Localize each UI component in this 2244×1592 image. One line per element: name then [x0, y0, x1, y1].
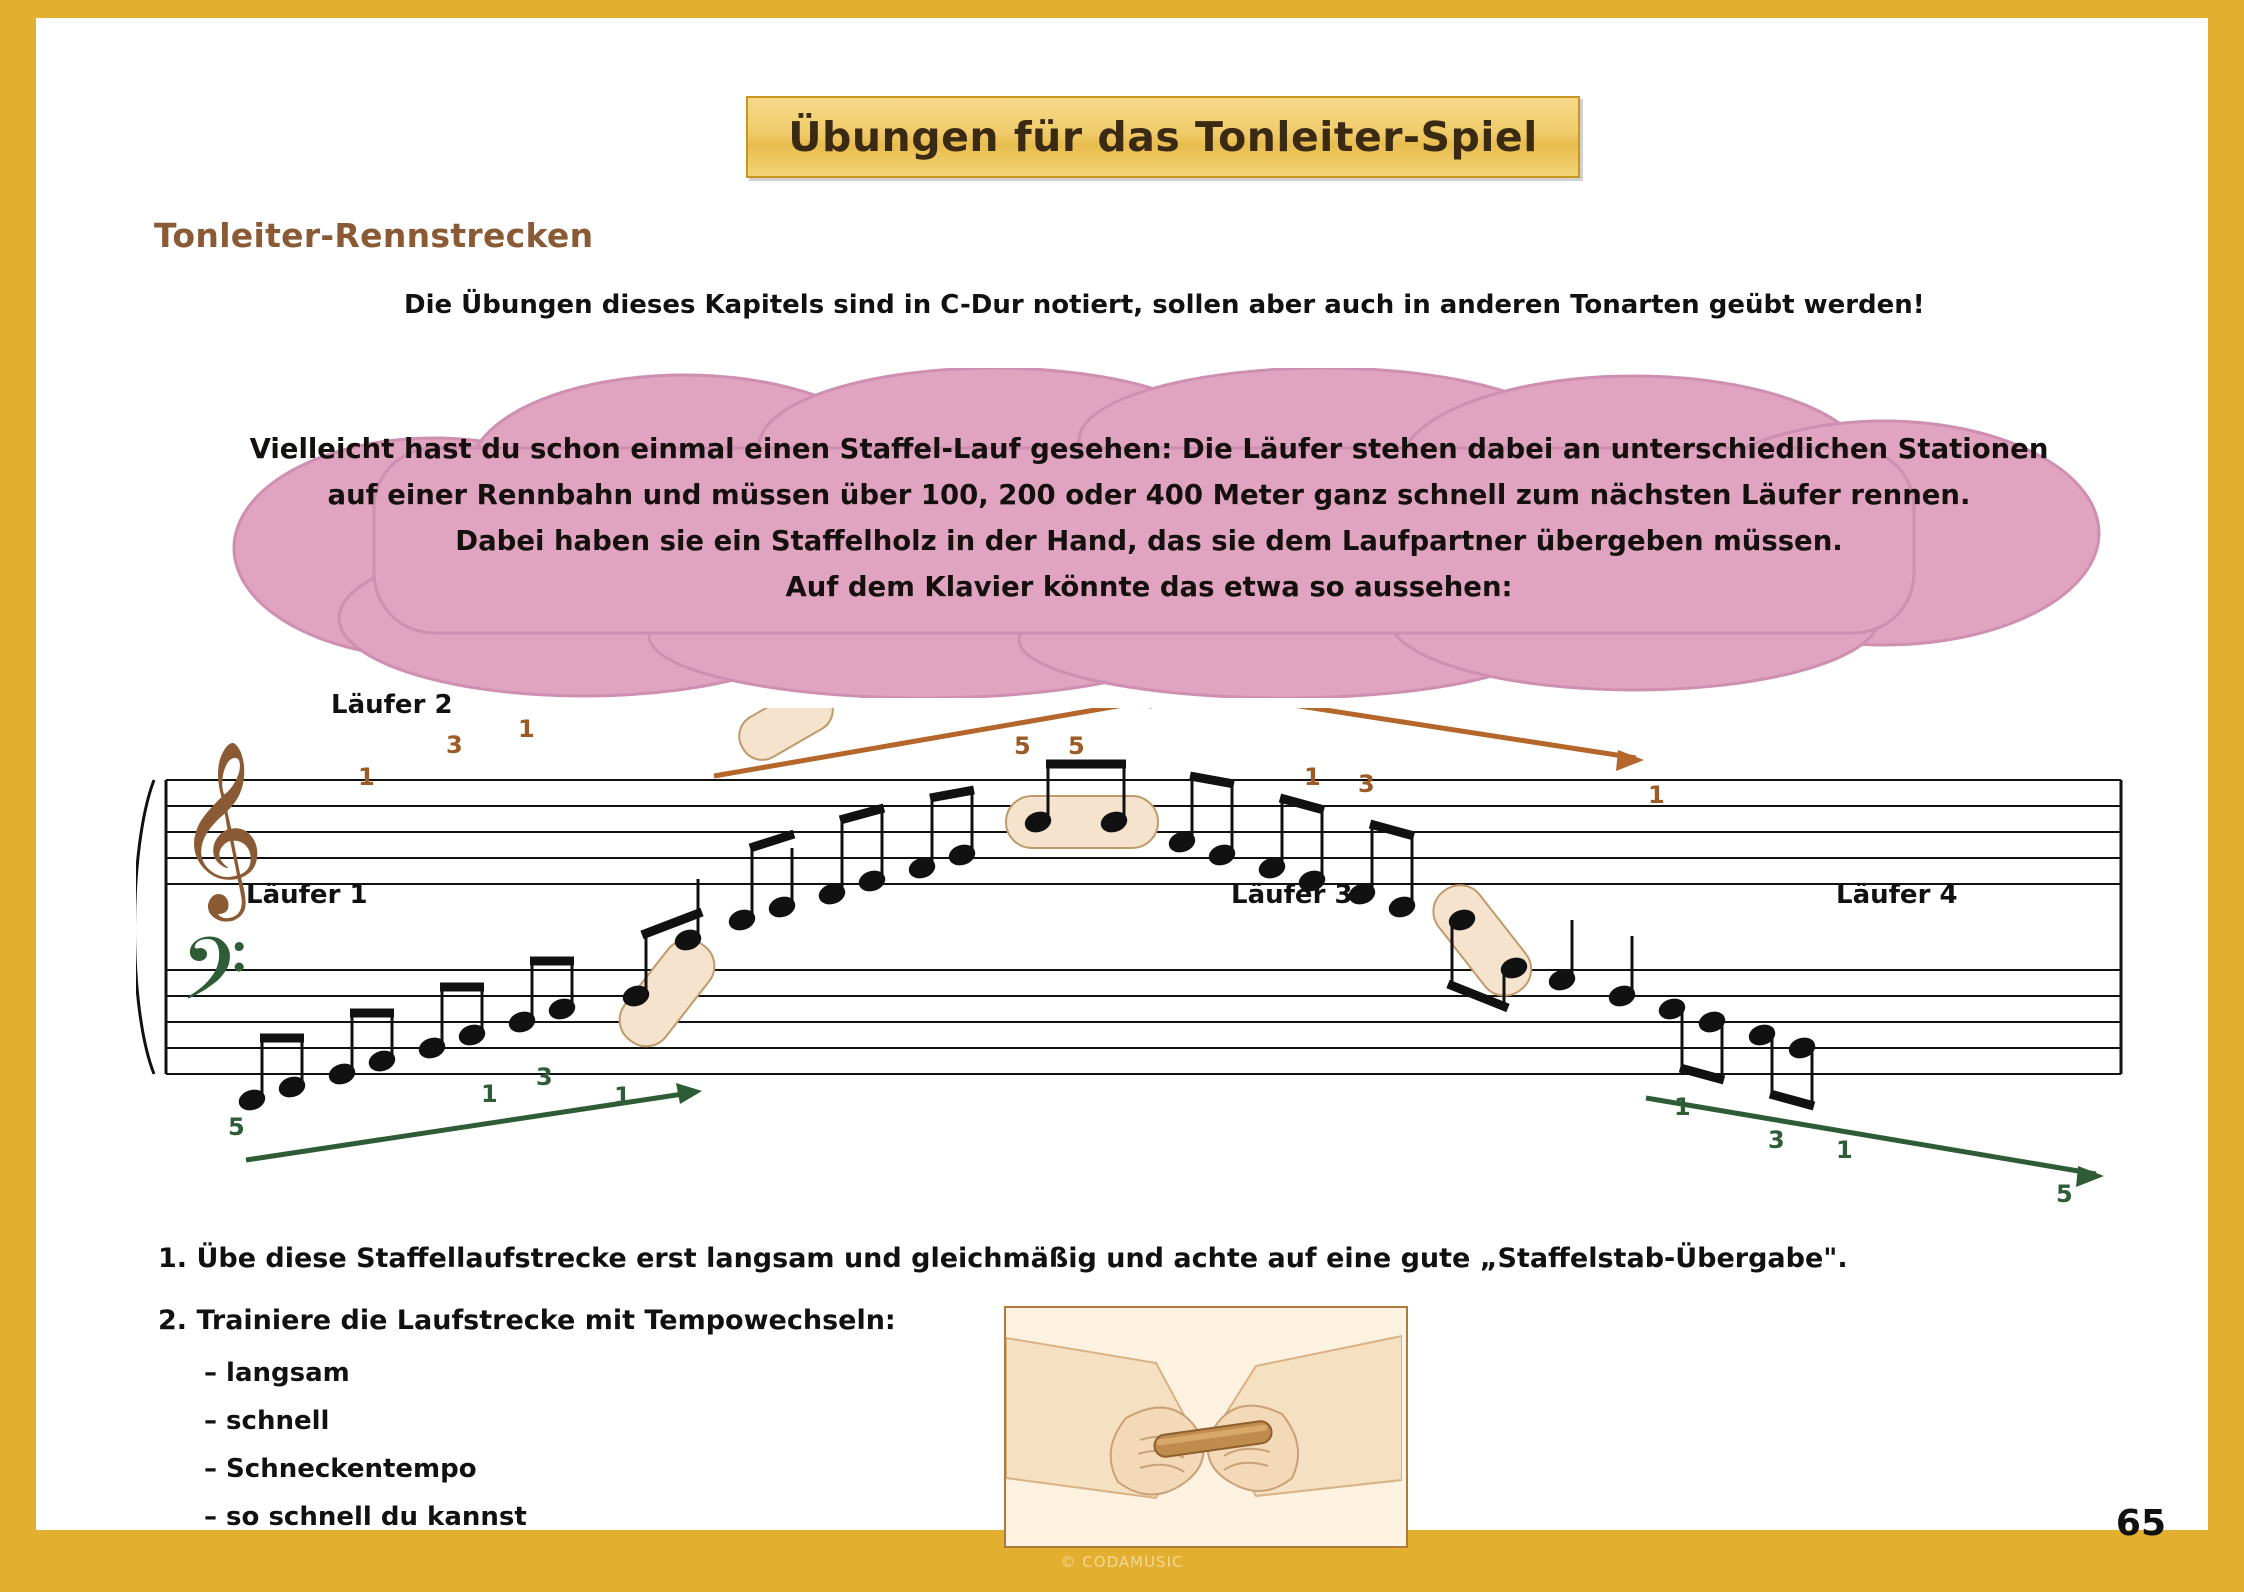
intro-text: Die Übungen dieses Kapitels sind in C-Dur notiert, sollen aber auch in anderen Tonarten geübt werden! — [404, 290, 1925, 320]
fingering-r4-2: 3 — [1768, 1126, 1785, 1154]
baton-handoff-illustration — [1006, 1308, 1402, 1542]
fingering-r3-2: 1 — [1304, 763, 1321, 791]
page-number: 65 — [2115, 1503, 2166, 1544]
arrow-runner-3 — [1196, 708, 1644, 771]
cloud-callout — [164, 368, 2134, 698]
fingering-r2-4: 5 — [1014, 732, 1031, 760]
runner-label-2: Läufer 2 — [331, 690, 453, 720]
arrow-runner-4 — [1646, 1098, 2104, 1187]
instruction-1: 1. Übe diese Staffellaufstrecke erst langsam und gleichmäßig und achte auf eine gute „Staffelstab-Übergabe". — [158, 1243, 1848, 1274]
instruction-2: 2. Trainiere die Laufstrecke mit Tempowechseln: — [158, 1305, 896, 1336]
page-title: Übungen für das Tonleiter-Spiel — [788, 113, 1538, 161]
tempo-bullet-3: – Schneckentempo — [204, 1454, 477, 1484]
svg-text:𝄢: 𝄢 — [180, 919, 248, 1041]
runner-label-4: Läufer 4 — [1836, 880, 1958, 910]
footer-credit: © CODAMUSIC — [1060, 1553, 1184, 1571]
tempo-bullet-1: – langsam — [204, 1358, 350, 1388]
cloud-line-4: Auf dem Klavier könnte das etwa so aussehen: — [785, 571, 1513, 603]
cloud-line-3: Dabei haben sie ein Staffelholz in der Hand, das sie dem Laufpartner übergeben müssen. — [455, 525, 1843, 557]
section-heading: Tonleiter-Rennstrecken — [154, 216, 594, 255]
fingering-r4-3: 1 — [1836, 1136, 1853, 1164]
fingering-r3-4: 1 — [1648, 781, 1665, 809]
cloud-text — [164, 426, 2134, 610]
music-notation — [136, 690, 2146, 1208]
tempo-bullet-4: – so schnell du kannst — [204, 1502, 527, 1532]
cloud-line-1: Vielleicht hast du schon einmal einen Staffel-Lauf gesehen: Die Läufer stehen dabei an unterschiedlichen Stationen — [249, 433, 2049, 465]
fingering-r3-3: 3 — [1358, 770, 1375, 798]
fingering-r1-1: 5 — [228, 1113, 245, 1141]
page-content — [36, 18, 2208, 1544]
fingering-r2-2: 3 — [446, 731, 463, 759]
grand-staff — [136, 708, 2146, 1208]
runner-label-3: Läufer 3 — [1231, 880, 1353, 910]
fingering-r1-4: 1 — [614, 1082, 631, 1110]
fingering-r4-4: 5 — [2056, 1180, 2073, 1208]
fingering-r2-1: 1 — [358, 763, 375, 791]
fingering-r1-3: 3 — [536, 1063, 553, 1091]
svg-text:𝄞: 𝄞 — [176, 740, 265, 914]
fingering-r4-1: 1 — [1674, 1093, 1691, 1121]
bass-clef-icon — [180, 919, 248, 1041]
tempo-bullet-2: – schnell — [204, 1406, 330, 1436]
page-title-banner — [746, 96, 1580, 178]
fingering-r1-2: 1 — [481, 1080, 498, 1108]
arrow-runner-1 — [246, 1083, 702, 1160]
fingering-r2-3: 1 — [518, 715, 535, 743]
fingering-r3-1: 5 — [1068, 732, 1085, 760]
runner-label-1: Läufer 1 — [246, 880, 368, 910]
baton-handoff-image — [1004, 1306, 1408, 1548]
cloud-line-2: auf einer Rennbahn und müssen über 100, 200 oder 400 Meter ganz schnell zum nächsten Läufer rennen. — [327, 479, 1971, 511]
